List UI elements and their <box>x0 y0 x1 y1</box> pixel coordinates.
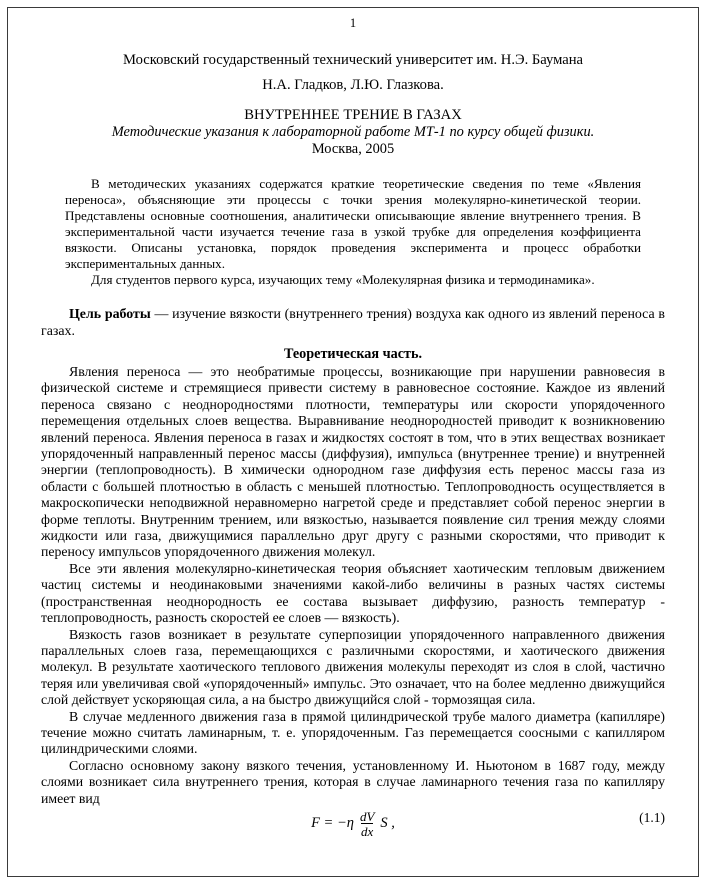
formula-rhs: S , <box>380 815 395 832</box>
formula-denominator: dx <box>361 823 374 839</box>
equation-number: (1.1) <box>639 809 665 825</box>
formula-fraction <box>360 810 374 838</box>
body-paragraph-4: В случае медленного движения газа в прямой цилиндрической трубе малого диаметра (капилляре) течение можно считать ламинарным, т. е. упорядоченным. Газ перемещается соосными с капилляром цилиндрическими слоями. <box>41 708 665 757</box>
section-title: Теоретическая часть. <box>283 346 423 362</box>
abstract-block <box>65 176 641 288</box>
authors-line: Н.А. Гладков, Л.Ю. Глазкова. <box>262 77 444 93</box>
document-subtitle: Методические указания к лабораторной работе МТ-1 по курсу общей физики. <box>111 124 595 140</box>
page-number: 1 <box>349 16 357 30</box>
body-paragraph-2: Все эти явления молекулярно-кинетическая теория объясняет хаотическим тепловым движением частиц системы и неодинаковыми значениями какой-либо величины в разных частях системы (пространственная неоднородность ее состава вызывает диффузию, разность температур - теплопроводность, разность скоростей ее слоев — вязкость). <box>41 560 665 626</box>
university-line: Московский государственный технический университет им. Н.Э. Баумана <box>122 52 584 68</box>
city-year-line: Москва, 2005 <box>311 141 395 157</box>
abstract-paragraph-2: Для студентов первого курса, изучающих тему «Молекулярная физика и термодинамика». <box>91 272 595 287</box>
formula-lhs: F = −η <box>311 815 354 832</box>
formula-numerator: dV <box>359 808 375 824</box>
equation-1-1 <box>311 810 395 838</box>
page-content <box>8 8 698 876</box>
goal-label: Цель работы <box>69 307 151 322</box>
goal-paragraph <box>41 306 665 340</box>
body-paragraph-1: Явления переноса — это необратимые процессы, возникающие при нарушении равновесия в физической системе и стремящиеся привести систему в равновесное состояние. Каждое из явлений переноса связано с неоднородностями плотности, температуры или скорости упорядоченного перемещения отдельных слоев вещества. Выравнивание неоднородностей приводит к возникновению явлений переноса. Явления переноса в газах и жидкостях состоят в том, что в этих веществах возникает упорядоченный направленный перенос массы (диффузия), импульса (внутреннее трение) и внутренней энергии (теплопроводность). В химически однородном газе диффузия есть перенос массы газа из области с большей плотностью в область с меньшей плотностью. Теплопроводность осуществляется в макроскопически неподвижной неравномерно нагретой среде и представляет собой перенос энергии в форме теплоты. Внутренним трением, или вязкостью, называется появление сил трения между слоями жидкости или газа, движущимися параллельно друг другу с разными скоростями, что приводит к переносу импульсов упорядоченного движения молекул. <box>41 364 665 560</box>
document-title: ВНУТРЕННЕЕ ТРЕНИЕ В ГАЗАХ <box>244 107 462 123</box>
goal-text: — изучение вязкости (внутреннего трения) воздуха как одного из явлений переноса в газах. <box>41 307 665 339</box>
equation-1-1-row <box>41 810 665 850</box>
abstract-paragraph-1: В методических указаниях содержатся краткие теоретические сведения по теме «Явления переноса», объясняющие эти процессы с точки зрения молекулярно-кинетической теории. Представлены основные соотношения, аналитически описывающие явление внутреннего трения. В экспериментальной части изучается течение газа в узкой трубке для определения коэффициента вязкости. Описаны установка, порядок проведения эксперимента и процесс обработки экспериментальных данных. <box>65 176 641 271</box>
body-paragraph-3: Вязкость газов возникает в результате суперпозиции упорядоченного направленного движения параллельных слоев газа, перемещающихся с различными скоростями, и хаотического движения молекул. В результате хаотического теплового движения молекулы переходят из слоя в слой, частично теряя или увеличивая свой «упорядоченный» импульс. Это означает, что на более медленно движущийся слой действует ускоряющая сила, а на быстро движущийся слой - тормозящая сила. <box>41 626 665 708</box>
body-paragraph-5: Согласно основному закону вязкого течения, установленному И. Ньютоном в 1687 году, между слоями возникает сила внутреннего трения, которая в случае ламинарного течения газа по капилляру имеет вид <box>41 757 665 806</box>
